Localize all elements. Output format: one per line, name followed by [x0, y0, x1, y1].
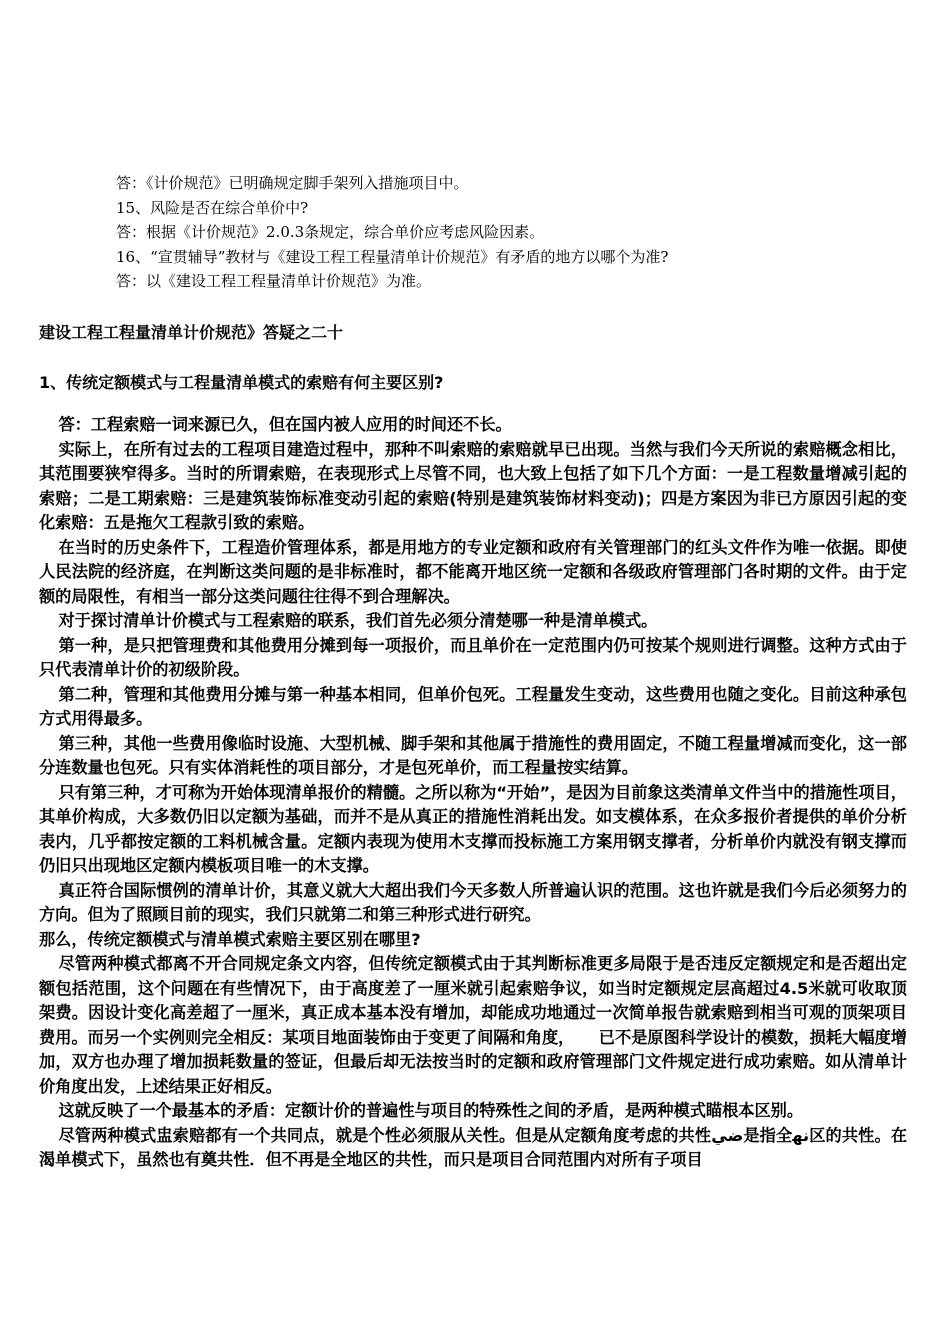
- paragraph: 对于探讨清单计价模式与工程索赔的联系，我们首先必须分清楚哪一种是清单模式。: [58, 611, 658, 630]
- qa-block: [116, 171, 916, 294]
- paragraph: 第一种，是只把管理费和其他费用分摊到每一项报价，而且单价在一定范围内仍可按某个规则进行调整。这种方式由于只代表清单计价的初级阶段。: [39, 635, 907, 679]
- qa-line-answer-15: 答：根据《计价规范》2.0.3条规定，综合单价应考虑风险因素。: [116, 223, 545, 241]
- paragraph: 答：工程索赔一词来源已久，但在国内被人应用的时间还不长。: [58, 415, 512, 434]
- paragraph: 那么，传统定额模式与清单模式索赔主要区别在哪里?: [39, 929, 421, 949]
- qa-line-answer-14: 答：《计价规范》已明确规定脚手架列入措施项目中。: [116, 174, 469, 192]
- qa-line-question-15: 15、风险是否在综合单价中?: [116, 198, 309, 217]
- paragraph: 这就反映了一个最基本的矛盾：定额计价的普遍性与项目的特殊性之间的矛盾，是两种模式瞄根本区别。: [58, 1101, 804, 1120]
- answer-body: [39, 413, 907, 1173]
- paragraph: 尽管两种模式盅索赔都有一个共同点，就是个性必须服从关性。但是从定额角度考虑的共性ضي是指全ﻧﻬ区的共性。在渴单模式下，虽然也有奠共性．但不再是全地区的共性，而只是项目合同范围内对所有子项目: [39, 1125, 908, 1169]
- paragraph: 在当时的历史条件下，工程造价管理体系，都是用地方的专业定额和政府有关管理部门的红头文件作为唯一依据。即使人民法院的经济庭，在判断这类问题的是非标准时，都不能离开地区统一定额和各级政府管理部门各时期的文件。由于定额的局限性，有相当一部分这类问题往往得不到合理解决。: [39, 537, 907, 606]
- paragraph: 尽管两种模式都离不开合同规定条文内容，但传统定额模式由于其判断标准更多局限于是否违反定额规定和是否超出定额包括范围，这个问题在有些情况下，由于高度差了一厘米就引起索赔争议，如当时定额规定层高超过4.5米就可收取顶架费。因设计变化高差超了一厘米，真正成本基本没有增加，却能成功地通过一次简单报告就索赔到相当可观的顶架项目费用。而另一个实例则完全相反：某项目地面装饰由于变更了间隔和角度， 已不是原图科学设计的模数，损耗大幅度增加，双方也办理了增加损耗数量的签证，但最后却无法按当时的定额和政府管理部门文件规定进行成功索赔。如从清单计价角度出发，上述结果正好相反。: [39, 954, 907, 1096]
- paragraph: 第二种，管理和其他费用分摊与第一种基本相同，但单价包死。工程量发生变动，这些费用也随之变化。目前这种承包方式用得最多。: [39, 684, 907, 728]
- paragraph: 第三种，其他一些费用像临时设施、大型机械、脚手架和其他属于措施性的费用固定，不随工程量增减而变化，这一部分连数量也包死。只有实体消耗性的项目部分，才是包死单价，而工程量按实结算。: [39, 733, 907, 777]
- paragraph: 实际上，在所有过去的工程项目建造过程中，那种不叫索赔的索赔就早已出现。当然与我们今天所说的索赔概念相比，其范围要狭窄得多。当时的所谓索赔，在表现形式上尽管不同，也大致上包括了如下几个方面：一是工程数量增减引起的索赔；二是工期索赔：三是建筑装饰标准变动引起的索赔(特别是建筑装饰材料变动)；四是方案因为非已方原因引起的变化索赔：五是拖欠工程款引致的索赔。: [39, 439, 907, 532]
- qa-line-answer-16: 答：以《建设工程工程量清单计价规范》为准。: [116, 272, 432, 290]
- paragraph: 真正符合国际惯例的清单计价，其意义就大大超出我们今天多数人所普遍认识的范围。这也许就是我们今后必须努力的方向。但为了照顾目前的现实，我们只就第二和第三种形式进行研究。: [39, 880, 907, 924]
- qa-line-question-16: 16、“宣贯辅导”教材与《建设工程工程量清单计价规范》有矛盾的地方以哪个为准?: [116, 247, 669, 266]
- paragraph: 只有第三种，才可称为开始体现清单报价的精髓。之所以称为“开始”，是因为目前象这类清单文件当中的措施性项目，其单价构成，大多数仍旧以定额为基础，而并不是从真正的措施性消耗出发。如支模体系，在众多报价者提供的单价分析表内，几乎都按定额的工料机械含量。定额内表现为使用木支撑而投标施工方案用钢支撑者，分析单价内就没有钢支撑而仍旧只出现地区定额内模板项目唯一的木支撑。: [39, 782, 907, 875]
- section-title: 建设工程工程量清单计价规范》答疑之二十: [39, 323, 344, 342]
- question-title: 1、传统定额模式与工程量清单模式的索赔有何主要区别?: [39, 373, 444, 392]
